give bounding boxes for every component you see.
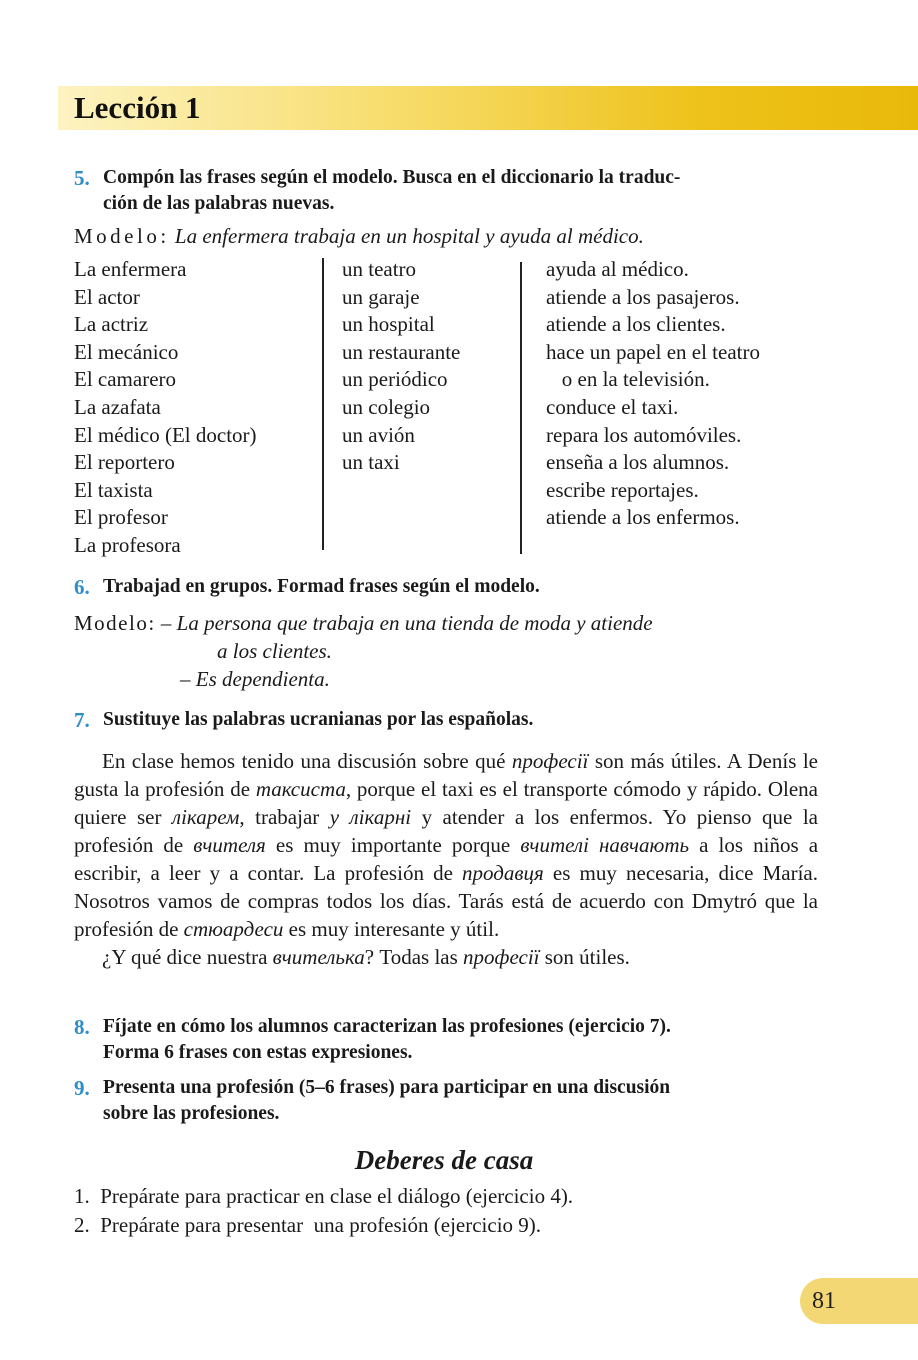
subject-item: El reportero [74,450,175,475]
subject-item: El camarero [74,367,177,392]
action-item: hace un papel en el teatro [546,339,760,364]
ukrainian-word: професії [463,945,540,969]
subject-item: La profesora [74,532,181,557]
action-item: enseña a los alumnos. [546,450,730,475]
model-label: Modelo: [74,224,170,248]
place-item: un hospital [342,312,435,337]
subject-item: El taxista [74,477,153,502]
exercise-9-number: 9. [74,1076,90,1100]
column-divider [520,262,522,554]
exercise-5-instruction-line-2: ción de las palabras nuevas. [103,193,335,214]
exercise-5-model [74,222,644,250]
model-label: Modelo: [74,611,156,635]
homework-item: 1. Prepárate para practicar en clase el diálogo (ejercicio 4). [74,1184,574,1208]
subject-item: La azafata [74,394,161,419]
exercise-7-instruction [74,707,818,733]
model-line-1: – La persona que trabaja en una tienda de moda y atiende [160,611,653,635]
exercise-5-instruction [74,165,818,217]
exercise-5-number: 5. [74,166,90,190]
actions-column [546,256,760,532]
page-number: 81 [812,1288,836,1314]
exercise-8-instruction [74,1014,818,1066]
exercise-8-instruction-line-1: Fíjate en cómo los alumnos caracterizan las profesiones (ejercicio 7). [103,1016,671,1037]
lesson-title: Lección 1 [74,90,201,125]
subject-item: El médico (El doctor) [74,422,257,447]
action-item: repara los automóviles. [546,422,742,447]
ukrainian-word: професії [511,749,589,773]
subject-item: La actriz [74,312,149,337]
exercise-5-instruction-line-1: Compón las frases según el modelo. Busca en el diccionario la traduc- [103,167,681,188]
homework-item: 2. Prepárate para presentar una profesión (ejercicio 9). [74,1213,542,1237]
ukrainian-word: таксиста [255,777,346,801]
ukrainian-word: вчителя [193,833,266,857]
exercise-6-instruction [74,574,818,600]
homework-list [74,1182,573,1240]
place-item: un taxi [342,450,400,475]
action-item: atiende a los enfermos. [546,505,740,530]
place-item: un periódico [342,367,448,392]
action-item: atiende a los pasajeros. [546,284,740,309]
exercise-7-number: 7. [74,708,90,732]
exercise-7-instruction-text: Sustituye las palabras ucranianas por las españolas. [103,709,534,730]
action-item: atiende a los clientes. [546,312,726,337]
exercise-9-instruction-line-1: Presenta una profesión (5–6 frases) para participar en una discusión [103,1077,671,1098]
exercise-6-number: 6. [74,575,90,599]
column-divider [322,258,324,550]
action-item: conduce el taxi. [546,394,679,419]
places-column [342,256,460,477]
exercise-8-number: 8. [74,1015,90,1039]
action-item: ayuda al médico. [546,257,689,281]
exercise-7-text [74,747,818,971]
ukrainian-word: вчителька [272,945,365,969]
subject-item: La enfermera [74,257,187,281]
subject-item: El mecánico [74,339,179,364]
model-line-3: – Es dependienta. [180,667,330,691]
ukrainian-word: продавця [462,861,544,885]
ukrainian-word: у лікарні [329,805,412,829]
model-sentence: La enfermera trabaja en un hospital y ayuda al médico. [174,224,644,248]
exercise-8-instruction-line-2: Forma 6 frases con estas expresiones. [103,1042,413,1063]
action-item: escribe reportajes. [546,477,699,502]
paragraph-2: ¿Y qué dice nuestra вчителька? Todas las професії son útiles. [102,945,630,969]
ukrainian-word: стюардеси [183,917,284,941]
homework-title: Deberes de casa [354,1145,534,1175]
subject-item: El profesor [74,505,168,530]
place-item: un avión [342,422,415,447]
exercise-9-instruction [74,1075,818,1127]
place-item: un restaurante [342,339,461,364]
model-line-2: a los clientes. [217,639,332,663]
exercise-6-instruction-text: Trabajad en grupos. Formad frases según el modelo. [103,576,540,597]
subject-item: El actor [74,284,140,309]
exercise-6-model [74,609,653,693]
action-item: o en la televisión. [546,367,710,392]
exercise-9-instruction-line-2: sobre las profesiones. [103,1103,280,1124]
place-item: un teatro [342,257,417,281]
place-item: un colegio [342,394,431,419]
ukrainian-word: лікарем [171,805,240,829]
subjects-column [74,256,257,560]
place-item: un garaje [342,284,420,309]
paragraph-1: En clase hemos tenido una discusión sobre qué професії son más útiles. A Denís le gusta la profesión de таксиста, porque el taxi es el transporte cómodo y rápido. Olena quiere ser лікарем, trabajar у лікарні y atender a los enfermos. Yo pienso que la profesión de вчителя es muy importante porque вчителі навчають a los niños a escribir, a leer y a contar. La profesión de продавця es muy necesaria, dice María. Nosotros vamos de compras todos los días. Tarás está de acuerdo con Dmytró que la profesión de стюардеси es muy interesante y útil. [74,749,819,941]
ukrainian-word: вчителі навчають [520,833,690,857]
